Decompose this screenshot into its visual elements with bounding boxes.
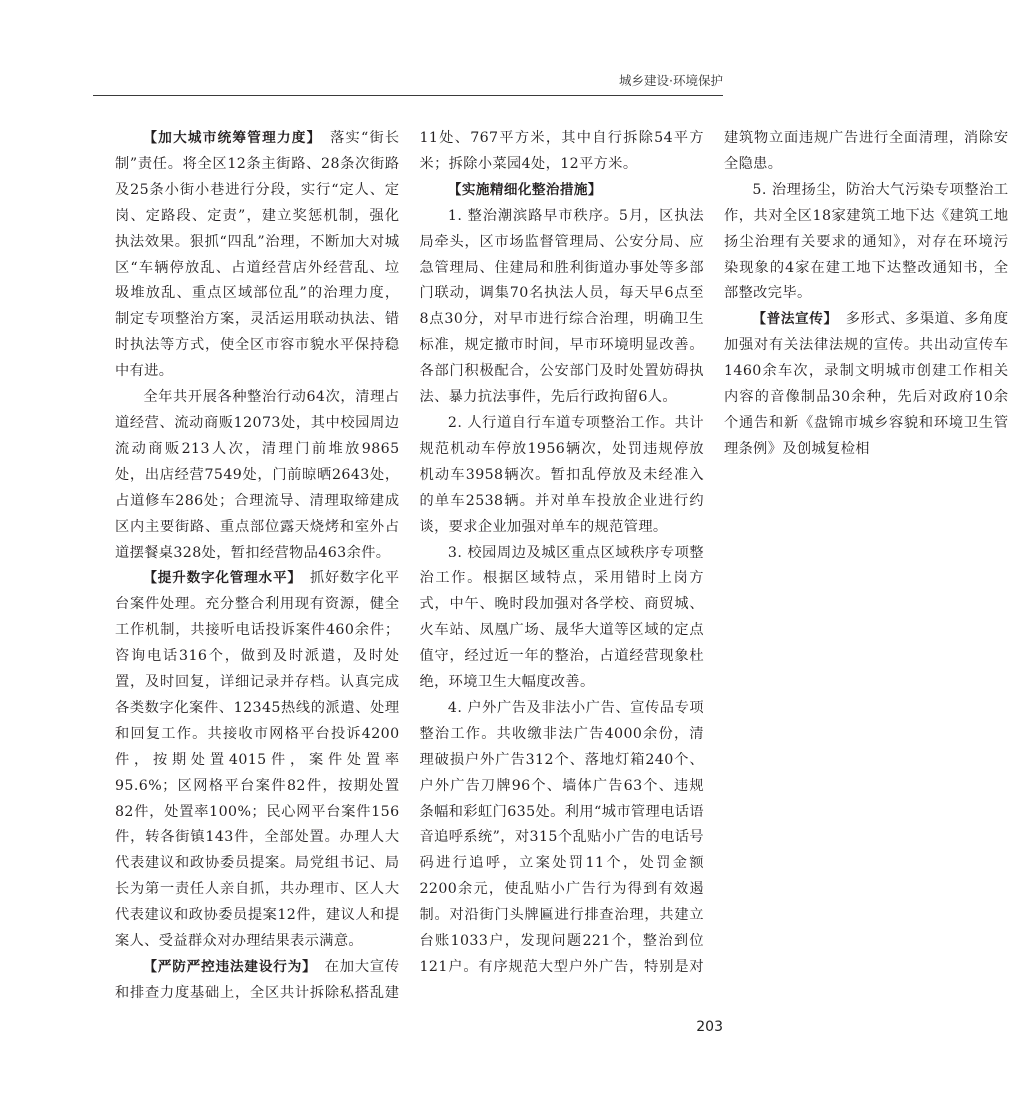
header-rule (93, 95, 723, 96)
running-header: 城乡建设·环境保护 (619, 73, 723, 88)
paragraph (420, 204, 705, 411)
paragraph-text: 1. 整治潮滨路早市秩序。5月，区执法局牵头，区市场监督管理局、公安分局、应急管理局、住建局和胜利街道办事处等多部门联动，调集70名执法人员，每天早6点至8点30分，对早市进行综合治理，明确卫生标准，规定撤市时间，早市环境明显改善。各部门积极配合，公安部门及时处置妨碍执法、暴力抗法事件，先后行政拘留6人。 (419, 207, 704, 406)
paragraph (420, 411, 705, 541)
paragraph (420, 178, 705, 204)
paragraph-text: 在加大宣传和排查力度基础上，全区共计拆除私搭乱建11处、767平方米，其中自行拆除54平方米；拆除小菜园4处，12平方米。 (115, 130, 704, 1001)
paragraph-text: 抓好数字化平台案件处理。充分整合利用现有资源，健全工作机制，共接听电话投诉案件460余件；咨询电话316个，做到及时派遣，及时处置，及时回复，详细记录并存档。认真完成各类数字化案件、12345热线的派遣、处理和回复工作。共接收市网格平台投诉4200件，按期处置4015件，案件处置率95.6%；区网格平台案件82件，按期处置82件，处置率100%；民心网平台案件156件，转各街镇143件，全部处置。办理人大代表建议和政协委员提案。局党组书记、局长为第一责任人亲自抓，共办理市、区人大代表建议和政协委员提案12件，建议人和提案人、受益群众对办理结果表示满意。 (115, 570, 400, 950)
paragraph (724, 307, 1009, 462)
paragraph (115, 566, 400, 955)
section-heading: 【提升数字化管理水平】 (143, 570, 295, 587)
paragraph (420, 541, 705, 696)
section-heading: 【实施精细化整治措施】 (447, 181, 602, 198)
paragraph-text: 3. 校园周边及城区重点区域秩序专项整治工作。根据区域特点，采用错时上岗方式，中午、晚时段加强对各学校、商贸城、火车站、凤凰广场、晟华大道等区域的定点值守，经过近一年的整治，占道经营现象杜绝，环境卫生大幅度改善。 (419, 544, 704, 691)
paragraph-text: 多形式、多渠道、多角度加强对有关法律法规的宣传。共出动宣传车1460余车次，录制文明城市创建工作相关内容的音像制品30余种，先后对政府10余个通告和新《盘锦市城乡容貌和环境卫生管理条例》及创城复检相 (724, 311, 1009, 457)
page-number: 203 (696, 1019, 723, 1035)
paragraph (724, 178, 1009, 308)
paragraph-text: 落实“街长制”责任。将全区12条主街路、28条次街路及25条小街小巷进行分段，实行“定人、定岗、定路段、定责”，建立奖惩机制，强化执法效果。狠抓“四乱”治理，不断加大对城区“车辆停放乱、占道经营店外经营乱、垃圾堆放乱、重点区域部位乱”的治理力度，制定专项整治方案，灵活运用联动执法、错时执法等方式，使全区市容市貌水平保持稳中有进。 (115, 130, 400, 380)
paragraph-text: 2. 人行道自行车道专项整治工作。共计规范机动车停放1956辆次，处罚违规停放机动车3958辆次。暂扣乱停放及未经准入的单车2538辆。并对单车投放企业进行约谈，要求企业加强对单车的规范管理。 (419, 414, 704, 535)
paragraph (115, 385, 400, 566)
section-heading: 【普法宣传】 (752, 311, 831, 328)
paragraph-text: 4. 户外广告及非法小广告、宣传品专项整治工作。共收缴非法广告4000余份，清理破损户外广告312个、落地灯箱240个、户外广告刀牌96个、墙体广告63个、违规条幅和彩虹门635处。利用“城市管理电话语音追呼系统”，对315个乱贴小广告的电话号码进行追呼，立案处罚11个，处罚金额2200余元，使乱贴小广告行为得到有效遏制。对沿街门头牌匾进行排查治理，共建立台账1033户，发现问题221个，整治到位121户。有序规范大型户外广告，特别是对建筑物立面违规广告进行全面清理，消除安全隐患。 (419, 130, 1009, 975)
section-heading: 【加大城市统筹管理力度】 (143, 130, 315, 146)
paragraph-text: 全年共开展各种整治行动64次，清理占道经营、流动商贩12073处，其中校园周边流动商贩213人次，清理门前堆放9865处，出店经营7549处，门前晾晒2643处，占道修车286处；合理流导、清理取缔建成区内主要街路、重点部位露天烧烤和室外占道摆餐桌328处，暂扣经营物品463余件。 (115, 389, 400, 561)
paragraph-text: 5. 治理扬尘，防治大气污染专项整治工作，共对全区18家建筑工地下达《建筑工地扬尘治理有关要求的通知》，对存在环境污染现象的4家在建工地下达整改通知书，全部整改完毕。 (724, 181, 1009, 302)
article-body (115, 126, 1009, 1018)
section-heading: 【严防严控违法建设行为】 (143, 959, 310, 975)
paragraph (115, 126, 400, 385)
